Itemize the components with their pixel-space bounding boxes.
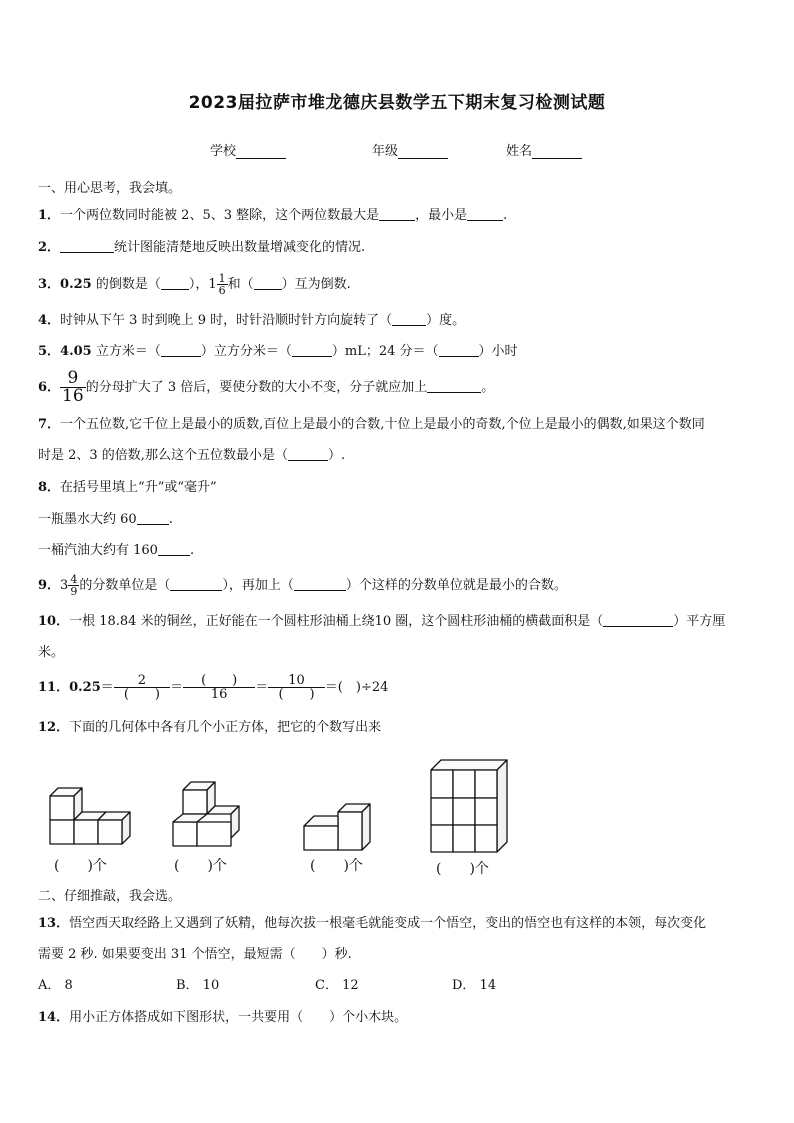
question-6: 6． $\frac{9}{16}$ 的分母扩大了 3 倍后，要使分数的大小不变，分子就应加上 。 [38,368,495,406]
question-5: 5．4.05 立方米＝（ ）立方分米＝（ ）mL；24 分＝（ ）小时 [38,344,518,359]
question-10: 10．一根 18.84 米的铜丝，正好能在一个圆柱形油桶上绕10 圈，这个圆柱形油桶的横截面积是（ ）平方厘 [38,614,726,629]
question-8: 8．在括号里填上“升”或“毫升” [38,480,217,495]
name-blank[interactable] [532,144,582,159]
q3-fraction: $\frac{1}{6}$ [218,272,226,297]
q6-fraction: $\frac{9}{16}$ [62,368,84,406]
question-9: 9．3 $\frac{4}{9}$ 的分数单位是（ ），再加上（ ）个这样的分数单位就是最小的合数。 [38,573,567,598]
q9-blank-2[interactable] [294,577,346,591]
q7-blank[interactable] [288,447,328,461]
q5-blank-1[interactable] [161,343,201,357]
q11-fraction-3: $\frac{10}{( )}$ [268,674,325,701]
q13-option-b[interactable]: B． 10 [176,978,220,993]
q13-option-c[interactable]: C． 12 [315,978,359,993]
question-2: 2． 统计图能清楚地反映出数量增减变化的情况. [38,240,366,255]
q8-blank-2[interactable] [158,542,190,556]
question-10-line-2: 米。 [38,645,65,660]
q5-blank-2[interactable] [292,343,332,357]
q8-gas-line: 一桶汽油大约有 160 . [38,543,195,558]
cube-4-answer[interactable]: ( )个 [436,861,489,877]
section-2-heading: 二、仔细推敲，我会选。 [38,889,182,904]
q1-blank-max[interactable] [379,207,415,221]
q11-fraction-2: $\frac{( )}{16}$ [183,674,255,701]
page-title: 2023届拉萨市堆龙德庆县数学五下期末复习检测试题 [188,93,606,113]
question-7-line-2: 时是 2、3 的倍数,那么这个五位数最小是（ ）. [38,448,346,463]
school-blank[interactable] [236,144,286,159]
q11-fraction-1: $\frac{2}{( )}$ [114,674,170,701]
grade-blank[interactable] [398,144,448,159]
q6-blank[interactable] [427,379,481,393]
name-field: 姓名 [506,140,582,159]
cube-figure-3 [300,802,380,852]
q8-blank-1[interactable] [137,511,169,525]
grade-field: 年级 [372,140,448,159]
q10-blank[interactable] [603,613,673,627]
q4-blank[interactable] [392,312,426,326]
question-3: 3．0.25 的倒数是（ ），1 $\frac{1}{6}$ 和（ ）互为倒数. [38,272,351,297]
q3-blank-2[interactable] [254,276,282,290]
q13-option-a[interactable]: A． 8 [38,978,73,993]
question-4: 4．时钟从下午 3 时到晚上 9 时，时针沿顺时针方向旋转了（ ）度。 [38,313,466,328]
question-13-line-2: 需要 2 秒. 如果要变出 31 个悟空，最短需（ ）秒. [38,947,352,962]
cube-figure-1 [40,778,150,852]
question-1: 1．一个两位数同时能被 2、5、3 整除，这个两位数最大是 ，最小是 . [38,208,508,223]
q8-ink-line: 一瓶墨水大约 60 . [38,512,173,527]
school-field: 学校 [210,140,286,159]
q9-fraction: $\frac{4}{9}$ [70,573,78,598]
question-11: 11．0.25＝ $\frac{2}{( )}$ ＝ $\frac{( )}{16}$ ＝ $\frac{10}{( )}$ ＝( )÷24 [38,673,389,702]
q9-blank-1[interactable] [170,577,222,591]
q3-blank-1[interactable] [161,276,189,290]
cube-figure-4 [428,756,508,854]
q2-blank[interactable] [60,239,114,253]
cube-3-answer[interactable]: ( )个 [310,858,363,874]
question-14: 14．用小正方体搭成如下图形状，一共要用（ ）个小木块。 [38,1010,408,1025]
cube-1-answer[interactable]: ( )个 [54,858,107,874]
question-7-line-1: 7．一个五位数,它千位上是最小的质数,百位上是最小的合数,十位上是最小的奇数,个位上是最小的偶数,如果这个数同 [38,417,705,432]
q5-blank-3[interactable] [439,343,479,357]
question-12: 12．下面的几何体中各有几个小正方体，把它的个数写出来 [38,720,382,735]
section-1-heading: 一、用心思考，我会填。 [38,181,182,196]
cube-figure-2 [170,780,260,852]
question-13-line-1: 13．悟空西天取经路上又遇到了妖精，他每次拔一根毫毛就能变成一个悟空，变出的悟空也有这样的本领，每次变化 [38,916,707,931]
q1-blank-min[interactable] [467,207,503,221]
cube-2-answer[interactable]: ( )个 [174,858,227,874]
q13-option-d[interactable]: D． 14 [452,978,497,993]
